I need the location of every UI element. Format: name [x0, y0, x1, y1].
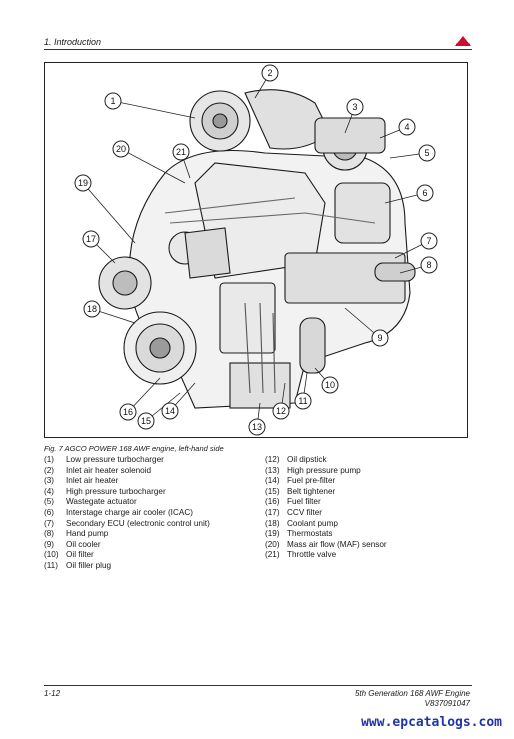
legend-item-text: Wastegate actuator: [66, 497, 137, 507]
legend-item-number: (3): [44, 476, 55, 486]
legend-item-text: Secondary ECU (electronic control unit): [66, 518, 210, 528]
page-number: 1-12: [44, 689, 61, 698]
callout-number: 18: [86, 304, 98, 314]
legend-item-number: (14): [265, 476, 280, 486]
legend-item: [44, 508, 210, 519]
section-title: 1. Introduction: [44, 37, 102, 47]
callout-marker: [417, 185, 433, 201]
callout-marker: [173, 144, 189, 160]
legend-item-number: (8): [44, 529, 55, 539]
footer-divider: [44, 685, 472, 686]
figure-caption: Fig. 7 AGCO POWER 168 AWF engine, left-hand side: [44, 444, 224, 453]
callout-marker: [295, 393, 311, 409]
callout-leader-line: [113, 101, 195, 118]
legend-item: [44, 519, 210, 530]
legend-item: [265, 476, 387, 487]
legend-item-text: Fuel filter: [287, 497, 321, 507]
legend-item: [265, 550, 387, 561]
legend-item-text: High pressure turbocharger: [66, 486, 166, 496]
callout-marker: [75, 175, 91, 191]
legend-item-number: (6): [44, 507, 55, 517]
legend-item: [44, 476, 210, 487]
legend-item-text: Low pressure turbocharger: [66, 455, 164, 464]
agco-triangle-logo-icon: [455, 36, 471, 46]
legend-item-text: High pressure pump: [287, 465, 361, 475]
callout-number: 17: [85, 234, 97, 244]
callout-number: 16: [122, 407, 134, 417]
legend-item-number: (15): [265, 486, 280, 496]
legend-left-column: [44, 455, 210, 572]
callout-number: 14: [164, 406, 176, 416]
legend-item-text: Oil filter: [66, 550, 94, 560]
legend-item-text: Inlet air heater: [66, 476, 119, 486]
callout-marker: [421, 233, 437, 249]
callout-marker: [120, 404, 136, 420]
legend-item-text: Oil filler plug: [66, 560, 112, 570]
legend-item-number: (21): [265, 550, 280, 560]
callout-marker: [113, 141, 129, 157]
callout-marker: [273, 403, 289, 419]
callout-number: 10: [324, 380, 336, 390]
legend-item-text: Oil dipstick: [287, 455, 327, 464]
legend-item-number: (20): [265, 539, 280, 549]
legend-item: [265, 497, 387, 508]
legend-item: [265, 529, 387, 540]
legend-item-number: (7): [44, 518, 55, 528]
legend-item-text: Throttle valve: [287, 550, 337, 560]
legend-item-number: (5): [44, 497, 55, 507]
legend-item-text: Belt tightener: [287, 486, 336, 496]
legend-item-text: Interstage charge air cooler (ICAC): [66, 507, 193, 517]
legend-item-number: (13): [265, 465, 280, 475]
callout-marker: [421, 257, 437, 273]
callout-marker: [372, 330, 388, 346]
doc-title: 5th Generation 168 AWF Engine: [354, 689, 470, 698]
legend-right-column: [265, 455, 387, 561]
callout-marker: [249, 419, 265, 435]
callout-number: 4: [404, 122, 410, 132]
callout-marker: [322, 377, 338, 393]
legend-item-number: (4): [44, 486, 55, 496]
legend-item: [265, 466, 387, 477]
legend-item-text: Thermostats: [287, 529, 333, 539]
callout-number: 1: [110, 96, 116, 106]
legend-item-number: (17): [265, 507, 280, 517]
header-divider: [44, 49, 472, 50]
engine-drawing: [99, 90, 415, 408]
callout-marker: [399, 119, 415, 135]
legend-item: [265, 519, 387, 530]
legend-item-number: (16): [265, 497, 280, 507]
callout-marker: [138, 413, 154, 429]
engine-illustration: [45, 63, 467, 437]
legend-item-text: Oil cooler: [66, 539, 101, 549]
legend-item: [44, 550, 210, 561]
legend-item-text: Mass air flow (MAF) sensor: [287, 539, 387, 549]
callout-number: 7: [426, 236, 432, 246]
callout-number: 3: [352, 102, 358, 112]
callout-marker: [83, 231, 99, 247]
legend-item-text: CCV filter: [287, 507, 323, 517]
callout-marker: [419, 145, 435, 161]
footer-doc-info: [355, 689, 470, 709]
callout-number: 20: [115, 144, 127, 154]
legend-item-number: (1): [44, 455, 55, 464]
legend-item: [265, 455, 387, 466]
legend-item-number: (10): [44, 550, 59, 560]
legend-item-number: (11): [44, 560, 58, 570]
legend-item-number: (18): [265, 518, 280, 528]
callout-marker: [262, 65, 278, 81]
legend-item: [44, 487, 210, 498]
legend-item: [265, 487, 387, 498]
legend-item: [44, 529, 210, 540]
callout-number: 9: [377, 333, 383, 343]
callout-number: 8: [426, 260, 432, 270]
legend-item: [44, 540, 210, 551]
watermark-link[interactable]: www.epcatalogs.com: [361, 715, 502, 730]
callout-number: 15: [140, 416, 152, 426]
legend-item: [44, 561, 210, 572]
callout-number: 21: [175, 147, 187, 157]
legend-item: [44, 455, 210, 466]
legend-item-number: (2): [44, 465, 55, 475]
legend-item-text: Hand pump: [66, 529, 109, 539]
legend-item-number: (9): [44, 539, 55, 549]
legend-item-text: Fuel pre-filter: [287, 476, 336, 486]
doc-code: V837091047: [424, 699, 470, 708]
callout-number: 13: [251, 422, 263, 432]
callout-number: 12: [275, 406, 287, 416]
engine-figure: [44, 62, 468, 438]
callout-number: 5: [424, 148, 430, 158]
callout-number: 19: [77, 178, 89, 188]
legend-item: [44, 497, 210, 508]
legend-item-text: Inlet air heater solenoid: [66, 465, 152, 475]
callout-marker: [347, 99, 363, 115]
callout-number: 6: [422, 188, 428, 198]
callout-number: 2: [267, 68, 273, 78]
callout-marker: [84, 301, 100, 317]
legend-item-number: (19): [265, 529, 280, 539]
legend-item: [44, 466, 210, 477]
legend-item: [265, 540, 387, 551]
legend-item-text: Coolant pump: [287, 518, 338, 528]
callout-number: 11: [298, 396, 308, 406]
callout-marker: [105, 93, 121, 109]
legend-item: [265, 508, 387, 519]
legend-item-number: (12): [265, 455, 280, 464]
callout-marker: [162, 403, 178, 419]
